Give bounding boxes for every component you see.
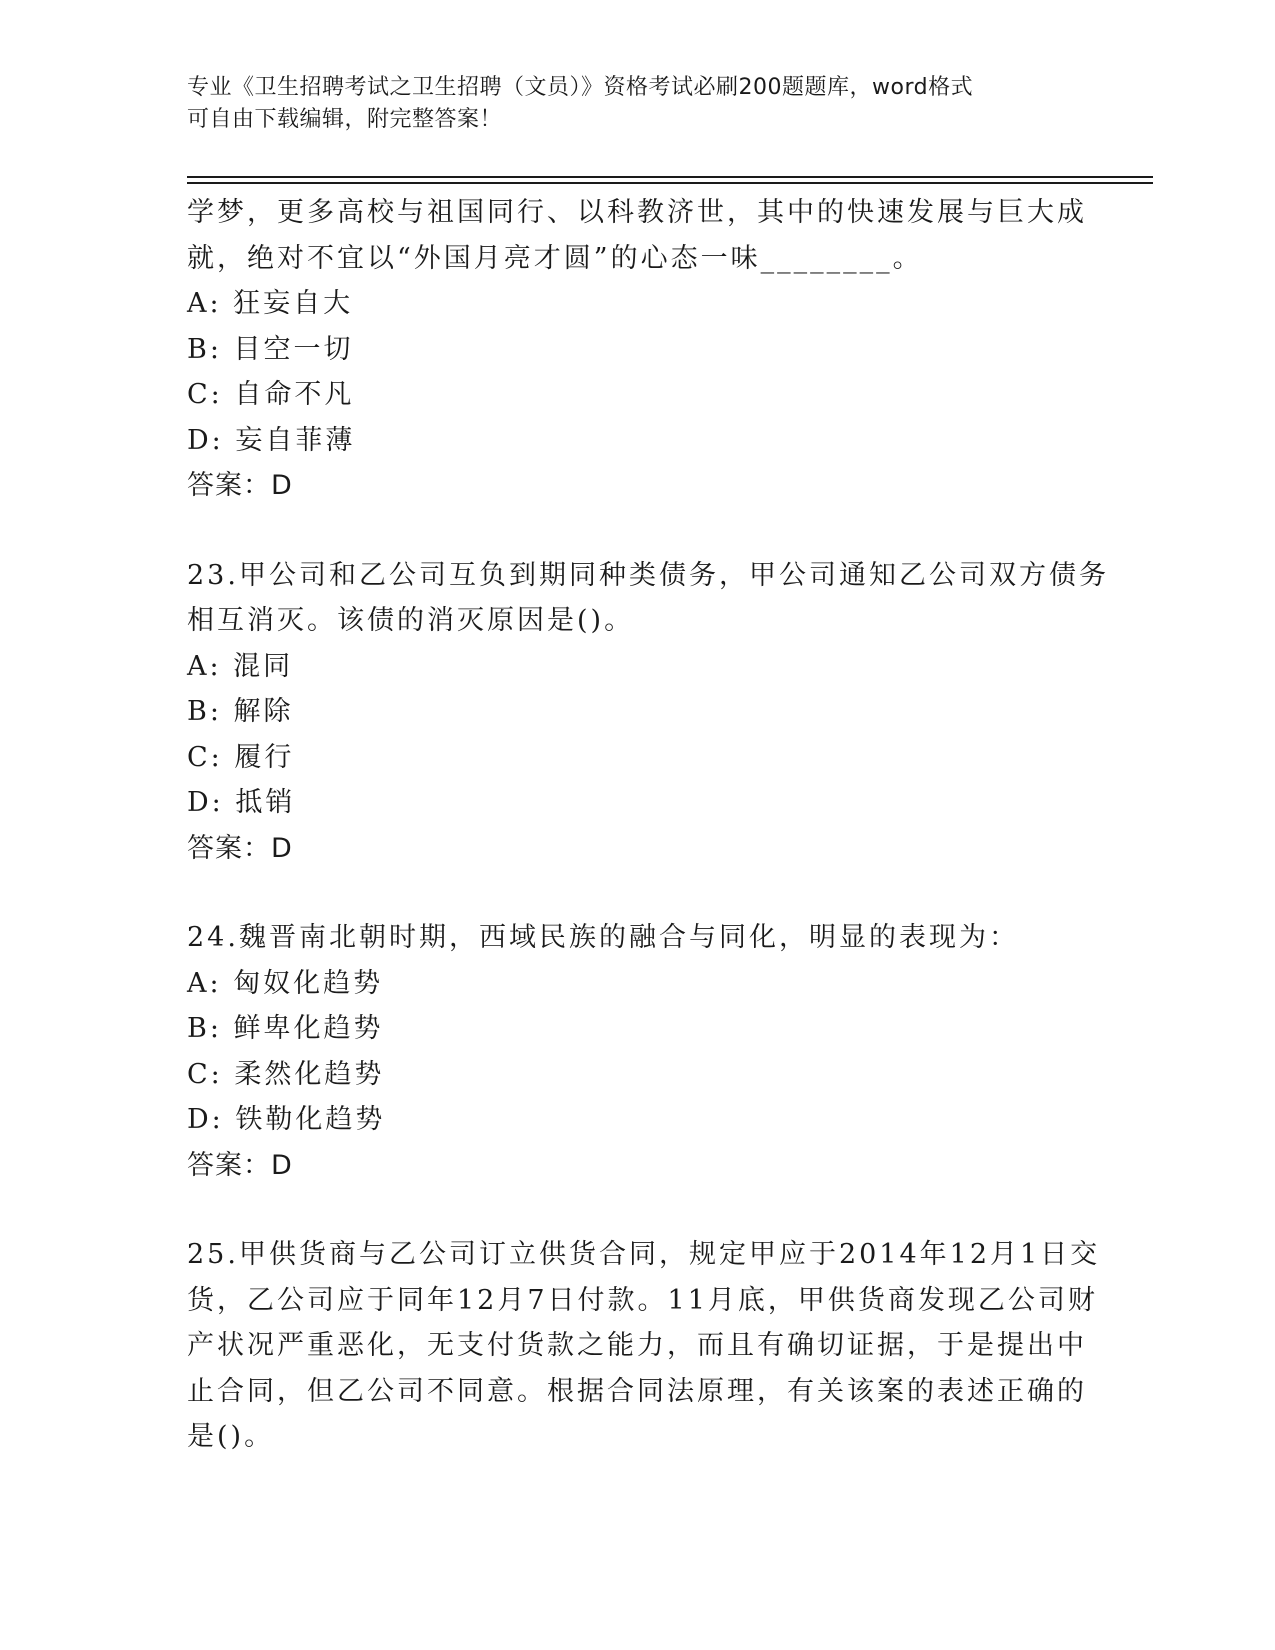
question-text: 23.甲公司和乙公司互负到期同种类债务，甲公司通知乙公司双方债务	[187, 559, 1109, 591]
option-d: D: 铁勒化趋势	[187, 1104, 386, 1135]
question-text: 相互消灭。该债的消灭原因是()。	[187, 605, 635, 636]
question-block	[187, 553, 1109, 872]
question-block	[187, 190, 1087, 509]
option-a: A: 匈奴化趋势	[187, 967, 384, 999]
question-text: 就，绝对不宜以“外国月亮才圆”的心态一味________。	[187, 242, 923, 274]
option-b: B: 目空一切	[187, 333, 354, 365]
answer-label: 答案：D	[187, 1149, 293, 1181]
header-title-line-1: 专业《卫生招聘考试之卫生招聘（文员）》资格考试必刷200题题库，word格式	[187, 75, 974, 100]
option-c: C: 自命不凡	[187, 379, 355, 410]
answer-label: 答案：D	[187, 470, 293, 501]
spacer	[187, 509, 1087, 553]
option-d: D: 抵销	[187, 787, 296, 818]
option-b: B: 解除	[187, 696, 294, 727]
spacer	[187, 1188, 1087, 1232]
question-text: 货，乙公司应于同年12月7日付款。11月底，甲供货商发现乙公司财	[187, 1284, 1098, 1316]
spacer	[187, 871, 1087, 915]
option-b: B: 鲜卑化趋势	[187, 1013, 384, 1044]
question-text: 产状况严重恶化，无支付货款之能力，而且有确切证据，于是提出中	[187, 1330, 1087, 1361]
question-block	[187, 915, 1087, 1188]
header-divider-top	[187, 176, 1153, 178]
option-c: C: 履行	[187, 741, 295, 773]
header-title-line-2: 可自由下载编辑，附完整答案！	[187, 107, 503, 132]
question-text: 学梦，更多高校与祖国同行、以科教济世，其中的快速发展与巨大成	[187, 197, 1087, 228]
question-text: 是()。	[187, 1421, 275, 1452]
option-a: A: 狂妄自大	[187, 288, 354, 319]
option-d: D: 妄自菲薄	[187, 424, 356, 456]
question-text: 24.魏晋南北朝时期，西域民族的融合与同化，明显的表现为：	[187, 922, 1019, 953]
question-text: 25.甲供货商与乙公司订立供货合同，规定甲应于2014年12月1日交	[187, 1239, 1101, 1270]
header-divider-bottom	[187, 182, 1153, 184]
document-header	[187, 72, 1087, 136]
question-text: 止合同，但乙公司不同意。根据合同法原理，有关该案的表述正确的	[187, 1375, 1087, 1407]
option-c: C: 柔然化趋势	[187, 1058, 385, 1090]
option-a: A: 混同	[187, 650, 294, 682]
question-block	[187, 1232, 1101, 1460]
answer-label: 答案：D	[187, 832, 293, 864]
question-list	[187, 190, 1109, 1460]
